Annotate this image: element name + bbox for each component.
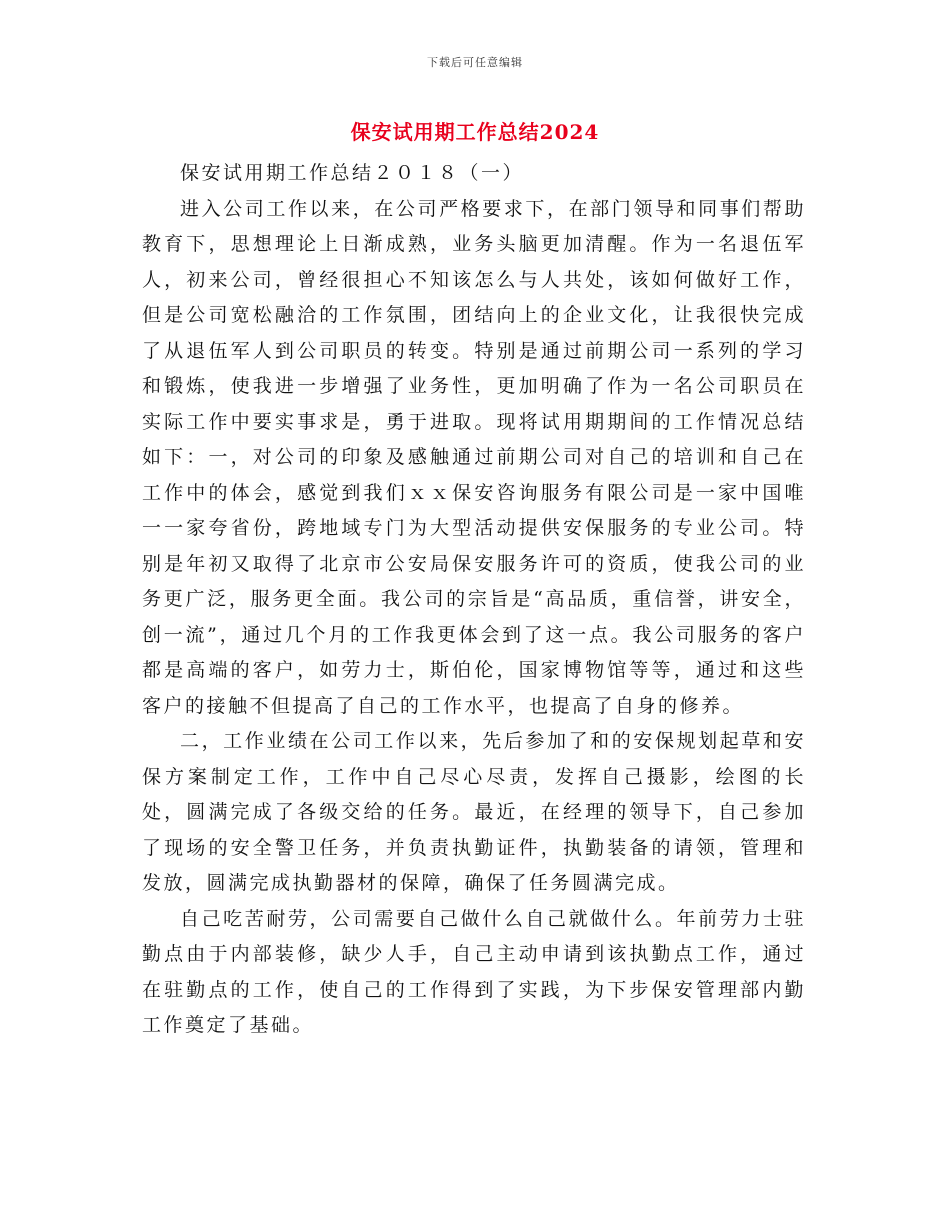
body-paragraph-2: 二，工作业绩在公司工作以来，先后参加了和的安保规划起草和安保方案制定工作，工作中自己尽心尽责，发挥自己摄影，绘图的长处，圆满完成了各级交给的任务。最近，在经理的领导下，自己参加了现场的安全警卫任务，并负责执勤证件，执勤装备的请领，管理和发放，圆满完成执勤器材的保障，确保了任务圆满完成。 bbox=[142, 730, 806, 894]
subtitle-paragraph: 保安试用期工作总结２０１８（一） bbox=[180, 162, 525, 184]
page-header-note: 下载后可任意编辑 bbox=[427, 56, 523, 69]
body-paragraph-3: 自己吃苦耐劳，公司需要自己做什么自己就做什么。年前劳力士驻勤点由于内部装修，缺少人手，自己主动申请到该执勤点工作，通过在驻勤点的工作，使自己的工作得到了实践，为下步保安管理部内勤工作奠定了基础。 bbox=[142, 907, 806, 1036]
document-title: 保安试用期工作总结2024 bbox=[350, 120, 600, 144]
body-paragraph-1: 进入公司工作以来，在公司严格要求下，在部门领导和同事们帮助教育下，思想理论上日渐成熟，业务头脑更加清醒。作为一名退伍军人，初来公司，曾经很担心不知该怎么与人共处，该如何做好工作，但是公司宽松融洽的工作氛围，团结向上的企业文化，让我很快完成了从退伍军人到公司职员的转变。特别是通过前期公司一系列的学习和锻炼，使我进一步增强了业务性，更加明确了作为一名公司职员在实际工作中要实事求是，勇于进取。现将试用期期间的工作情况总结如下：一，对公司的印象及感触通过前期公司对自己的培训和自己在工作中的体会，感觉到我们ｘｘ保安咨询服务有限公司是一家中国唯一一家夸省份，跨地域专门为大型活动提供安保服务的专业公司。特别是年初又取得了北京市公安局保安服务许可的资质，使我公司的业务更广泛，服务更全面。我公司的宗旨是“高品质，重信誉，讲安全，创一流”，通过几个月的工作我更体会到了这一点。我公司服务的客户都是高端的客户，如劳力士，斯伯伦，国家博物馆等等，通过和这些客户的接触不但提高了自己的工作水平，也提高了自身的修养。 bbox=[142, 197, 806, 717]
document-body bbox=[142, 156, 806, 1044]
